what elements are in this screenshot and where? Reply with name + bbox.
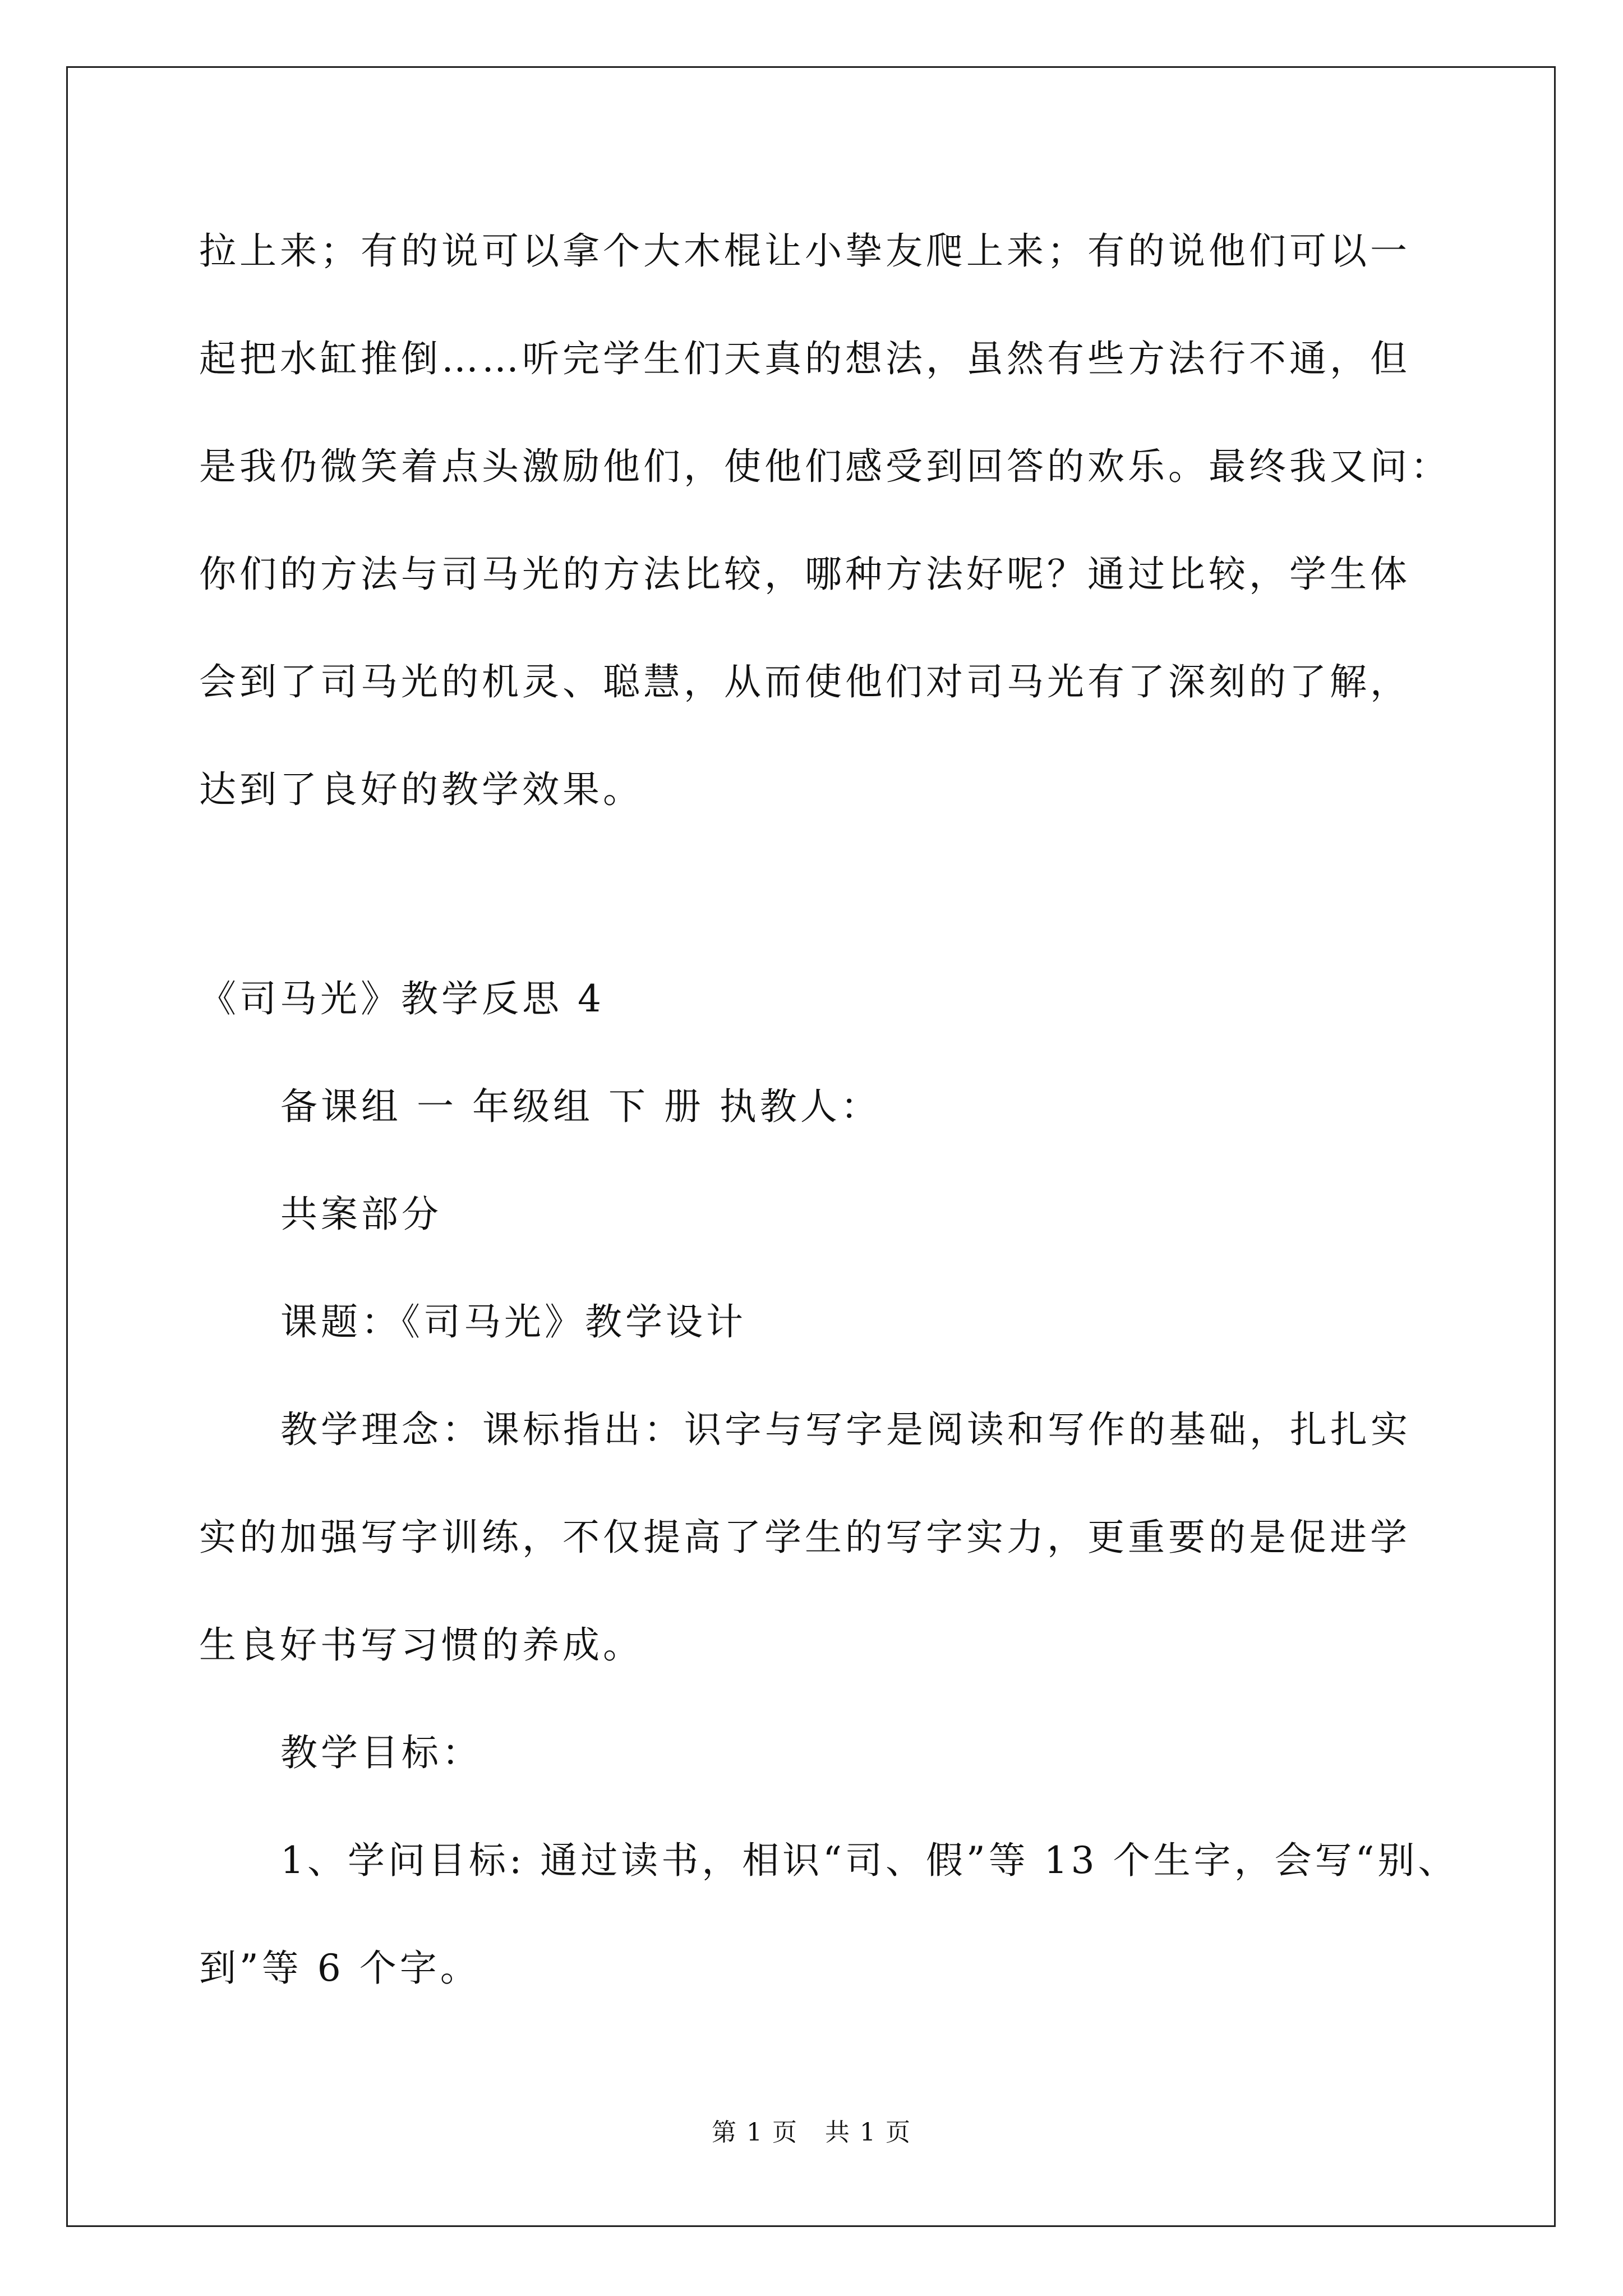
text-line: 拉上来；有的说可以拿个大木棍让小挚友爬上来；有的说他们可以一	[199, 229, 1410, 273]
concept-line: 教学理念：课标指出：识字与写字是阅读和写作的基础，扎扎实	[280, 1408, 1411, 1451]
concept-line: 实的加强写字训练，不仅提高了学生的写字实力，更重要的是促进学	[199, 1516, 1410, 1559]
topic-line: 课题：《司马光》教学设计	[280, 1300, 746, 1343]
text-line: 你们的方法与司马光的方法比较，哪种方法好呢？通过比较，学生体	[199, 553, 1410, 596]
page-number: 第 1 页	[712, 2118, 798, 2147]
prep-info-line: 备课组 一 年级组 下 册 执教人：	[280, 1085, 881, 1128]
text-line: 会到了司马光的机灵、聪慧，从而使他们对司马光有了深刻的了解，	[199, 660, 1410, 703]
goal-line: 到”等 6 个字。	[199, 1947, 481, 1990]
section-body	[199, 945, 1459, 2022]
section-title: 《司马光》教学反思 4	[199, 977, 605, 1020]
text-line: 是我仍微笑着点头激励他们，使他们感受到回答的欢乐。最终我又问：	[199, 445, 1451, 488]
page-footer	[0, 2116, 1623, 2150]
page-total: 共 1 页	[825, 2118, 911, 2147]
paragraph-continuation	[199, 197, 1455, 844]
concept-line: 生良好书写习惯的养成。	[199, 1623, 643, 1667]
text-line: 达到了良好的教学效果。	[199, 768, 643, 811]
shared-plan-heading: 共案部分	[280, 1193, 442, 1236]
text-line: 起把水缸推倒……听完学生们天真的想法，虽然有些方法行不通，但	[199, 337, 1410, 380]
goal-line: 1、学问目标: 通过读书，相识“司、假”等 13 个生字，会写“别、	[280, 1839, 1459, 1882]
goals-heading: 教学目标：	[280, 1731, 482, 1774]
